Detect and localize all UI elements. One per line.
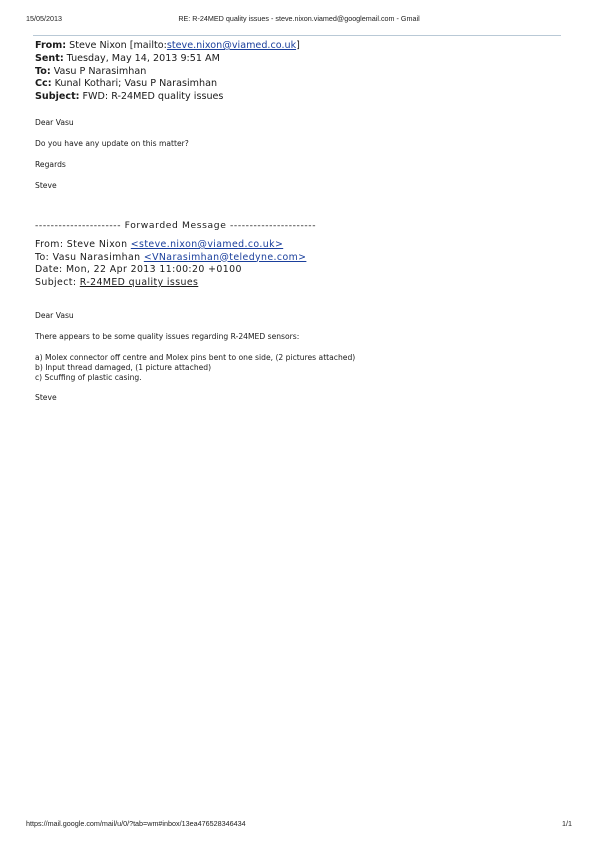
print-date: 15/05/2013 [26,14,62,23]
forwarded-from-line [35,239,565,252]
print-page-number: 1/1 [562,819,572,828]
print-header [26,14,572,26]
email-greeting: Dear Vasu [35,117,74,127]
forwarded-to-email-link[interactable]: <VNarasimhan@teledyne.com> [143,251,307,263]
print-page-title: RE: R-24MED quality issues - steve.nixon.viamed@googlemail.com - Gmail [178,14,420,23]
email-subject-line [35,91,565,104]
email-cc-line [35,78,565,91]
to-label: To: [35,65,51,77]
from-label: From: [35,40,67,51]
from-email-link[interactable]: steve.nixon@viamed.co.uk [166,40,297,51]
print-footer [26,819,572,831]
header-divider [33,35,561,36]
from-name: Steve Nixon [mailto: [69,40,167,51]
forwarded-from-email-link[interactable]: <steve.nixon@viamed.co.uk> [130,238,284,250]
email-body [35,40,565,403]
to-value: Vasu P Narasimhan [53,65,147,77]
forwarded-signature: Steve [35,393,57,403]
from-close: ] [296,40,300,51]
forwarded-from-prefix: From: Steve Nixon [35,238,131,250]
list-item: b) Input thread damaged, (1 picture attached) [35,363,212,373]
list-item: a) Molex connector off centre and Molex pins bent to one side, (2 pictures attached) [35,353,356,363]
email-sent-line [35,53,565,66]
subject-value: FWD: R-24MED quality issues [82,91,224,103]
forwarded-date-line: Date: Mon, 22 Apr 2013 11:00:20 +0100 [35,264,242,276]
email-signature: Steve [35,180,57,190]
forwarded-greeting: Dear Vasu [35,311,74,321]
forwarded-to-line [35,252,565,265]
email-from-line [35,40,565,53]
forwarded-to-prefix: To: Vasu Narasimhan [35,251,144,263]
subject-label: Subject: [35,91,80,103]
cc-label: Cc: [35,78,52,90]
cc-value: Kunal Kothari; Vasu P Narasimhan [54,78,218,90]
print-url: https://mail.google.com/mail/u/0/?tab=wm#inbox/13ea476528346434 [26,819,246,828]
forwarded-subject-prefix: Subject: [35,276,80,288]
forwarded-subject-line [35,277,565,290]
list-item: c) Scuffing of plastic casing. [35,373,142,383]
email-regards: Regards [35,159,66,169]
forwarded-separator: ---------------------- Forwarded Message ---------------------- [35,219,317,231]
issue-list [35,353,565,383]
email-to-line [35,66,565,79]
email-question: Do you have any update on this matter? [35,138,189,148]
sent-label: Sent: [35,52,64,64]
forwarded-intro: There appears to be some quality issues regarding R-24MED sensors: [35,332,300,342]
forwarded-subject-value: R-24MED quality issues [79,276,199,288]
forwarded-headers [35,239,565,289]
sent-value: Tuesday, May 14, 2013 9:51 AM [66,52,220,64]
